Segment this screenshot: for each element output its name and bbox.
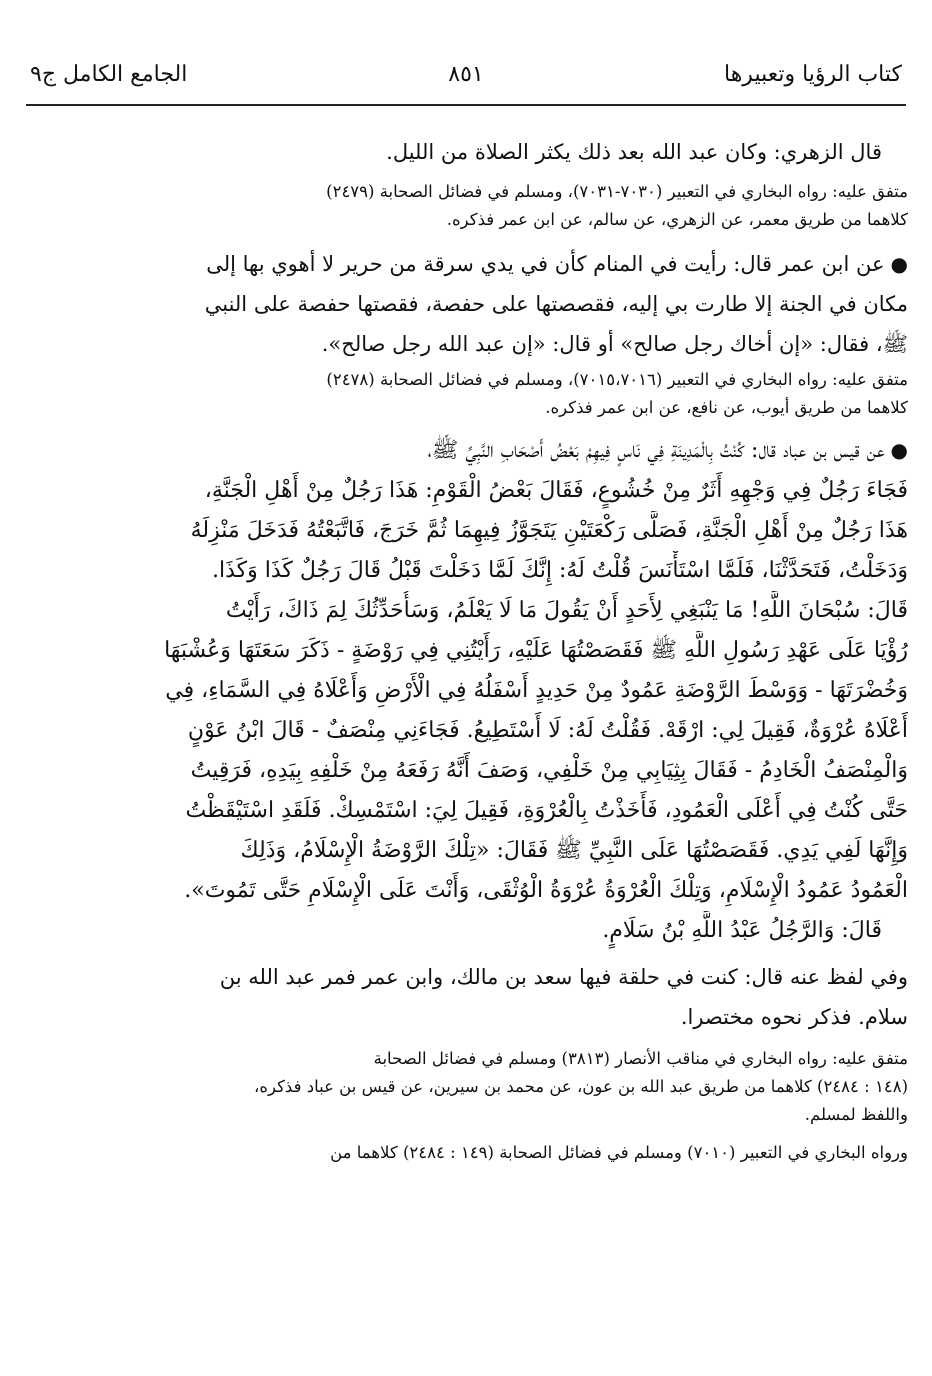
text-line: قَالَ: سُبْحَانَ اللَّهِ! مَا يَنْبَغِي لِأَحَدٍ أَنْ يَقُولَ مَا لَا يَعْلَمُ، وَسَأُحَدِّثُكَ لِمَ ذَاكَ، رَأَيْتُ bbox=[225, 598, 908, 623]
takhrij-note bbox=[24, 1139, 908, 1167]
volume-title: الجامع الكامل ج٩ bbox=[30, 62, 188, 87]
text-line: كلاهما من طريق معمر، عن الزهري، عن سالم، عن ابن عمر فذكره. bbox=[446, 210, 908, 229]
page-header bbox=[30, 62, 902, 98]
bullet-icon: ● bbox=[890, 438, 908, 462]
text-line: ورواه البخاري في التعبير (٧٠١٠) ومسلم في فضائل الصحابة (١٤٩ : ٢٤٨٤) كلاهما من bbox=[330, 1143, 908, 1162]
text-line: هَذَا رَجُلٌ مِنْ أَهْلِ الْجَنَّةِ، فَصَلَّى رَكْعَتَيْنِ يَتَجَوَّزُ فِيهِمَا ثُمَّ خَرَجَ، فَاتَّبَعْتُهُ فَدَخَلَ مَنْزِلَهُ bbox=[190, 518, 908, 543]
text-line: كلاهما من طريق أيوب، عن نافع، عن ابن عمر فذكره. bbox=[545, 398, 908, 417]
text-line: أَعْلَاهُ عُرْوَةٌ، فَقِيلَ لِي: ارْقَهْ. فَقُلْتُ لَهُ: لَا أَسْتَطِيعُ. فَجَاءَنِي مِنْصَفٌ - قَالَ ابْنُ عَوْنٍ bbox=[187, 718, 908, 743]
page-number: ٨٥١ bbox=[448, 62, 484, 87]
takhrij-note bbox=[24, 366, 908, 422]
hadith-ibn-umar bbox=[24, 244, 908, 364]
text-line bbox=[24, 430, 908, 471]
zuhri-statement bbox=[24, 132, 908, 172]
bullet-icon: ● bbox=[890, 252, 908, 276]
header-rule bbox=[26, 104, 906, 106]
text-line: متفق عليه: رواه البخاري في التعبير (٧٠٣٠-٧٠٣١)، ومسلم في فضائل الصحابة (٢٤٧٩) bbox=[326, 182, 908, 201]
text-line: متفق عليه: رواه البخاري في التعبير (٧٠١٥،٧٠١٦)، ومسلم في فضائل الصحابة (٢٤٧٨) bbox=[326, 370, 908, 389]
text-line bbox=[24, 244, 908, 284]
text-line: وفي لفظ عنه قال: كنت في حلقة فيها سعد بن مالك، وابن عمر فمر عبد الله بن bbox=[219, 965, 908, 989]
takhrij-note bbox=[24, 1045, 908, 1129]
hadith-qays-ibn-abbad bbox=[24, 430, 908, 951]
text-line: قَالَ: وَالرَّجُلُ عَبْدُ اللَّهِ بْنُ سَلَامٍ. bbox=[602, 918, 882, 943]
text-line: عن قيس بن عباد قال: كُنْتُ بِالْمَدِينَةِ فِي نَاسٍ فِيهِمْ بَعْضُ أَصْحَابِ النَّبِيِّ ﷺ، bbox=[427, 438, 885, 463]
text-line: عن ابن عمر قال: رأيت في المنام كأن في يدي سرقة من حرير لا أهوي بها إلى bbox=[206, 252, 885, 276]
text-line: رُؤْيَا عَلَى عَهْدِ رَسُولِ اللَّهِ ﷺ فَقَصَصْتُهَا عَلَيْهِ، رَأَيْتُنِي فِي رَوْضَةٍ - ذَكَرَ سَعَتَهَا وَعُشْبَهَا bbox=[164, 638, 908, 663]
text-line: الْعَمُودُ عَمُودُ الْإِسْلَامِ، وَتِلْكَ الْعُرْوَةُ عُرْوَةُ الْوُثْقَى، وَأَنْتَ عَلَى الْإِسْلَامِ حَتَّى تَمُوتَ». bbox=[184, 878, 908, 903]
text-line: وَخُضْرَتَهَا - وَوَسْطَ الرَّوْضَةِ عَمُودٌ مِنْ حَدِيدٍ أَسْفَلُهُ فِي الْأَرْضِ وَأَعْلَاهُ فِي السَّمَاءِ، فِي bbox=[165, 678, 908, 703]
text-line: ﷺ، فقال: «إن أخاك رجل صالح» أو قال: «إن عبد الله رجل صالح». bbox=[321, 332, 908, 356]
text-line: وَإِنَّهَا لَفِي يَدِي. فَقَصَصْتُهَا عَلَى النَّبِيِّ ﷺ فَقَالَ: «تِلْكَ الرَّوْضَةُ الْإِسْلَامُ، وَذَلِكَ bbox=[240, 838, 908, 863]
takhrij-note bbox=[24, 178, 908, 234]
text-line: وَدَخَلْتُ، فَتَحَدَّثْنَا، فَلَمَّا اسْتَأْنَسَ قُلْتُ لَهُ: إِنَّكَ لَمَّا دَخَلْتَ قَبْلُ قَالَ رَجُلٌ كَذَا وَكَذَا. bbox=[212, 558, 908, 583]
text-line: فَجَاءَ رَجُلٌ فِي وَجْهِهِ أَثَرٌ مِنْ خُشُوعٍ، فَقَالَ بَعْضُ الْقَوْمِ: هَذَا رَجُلٌ مِنْ أَهْلِ الْجَنَّةِ، bbox=[204, 478, 908, 503]
page-body bbox=[24, 110, 908, 1167]
text-line: حَتَّى كُنْتُ فِي أَعْلَى الْعَمُودِ، فَأَخَذْتُ بِالْعُرْوَةِ، فَقِيلَ لِيَ: اسْتَمْسِكْ. فَلَقَدِ اسْتَيْقَظْتُ bbox=[185, 798, 908, 823]
text-line: سلام. فذكر نحوه مختصرا. bbox=[680, 1005, 908, 1029]
chapter-title: كتاب الرؤيا وتعبيرها bbox=[724, 62, 902, 87]
text-line: (١٤٨ : ٢٤٨٤) كلاهما من طريق عبد الله بن عون، عن محمد بن سيرين، عن قيس بن عباد فذكره، bbox=[254, 1077, 908, 1096]
alternate-wording bbox=[24, 957, 908, 1037]
text-line: وَالْمِنْصَفُ الْخَادِمُ - فَقَالَ بِثِيَابِي مِنْ خَلْفِي، وَصَفَ أَنَّهُ رَفَعَهُ مِنْ خَلْفِهِ بِيَدِهِ، فَرَقِيتُ bbox=[190, 758, 908, 783]
text-line: قال الزهري: وكان عبد الله بعد ذلك يكثر الصلاة من الليل. bbox=[386, 140, 882, 164]
text-line: متفق عليه: رواه البخاري في مناقب الأنصار (٣٨١٣) ومسلم في فضائل الصحابة bbox=[373, 1049, 908, 1068]
text-line: مكان في الجنة إلا طارت بي إليه، فقصصتها على حفصة، فقصتها حفصة على النبي bbox=[204, 292, 908, 316]
text-line: واللفظ لمسلم. bbox=[804, 1105, 908, 1124]
